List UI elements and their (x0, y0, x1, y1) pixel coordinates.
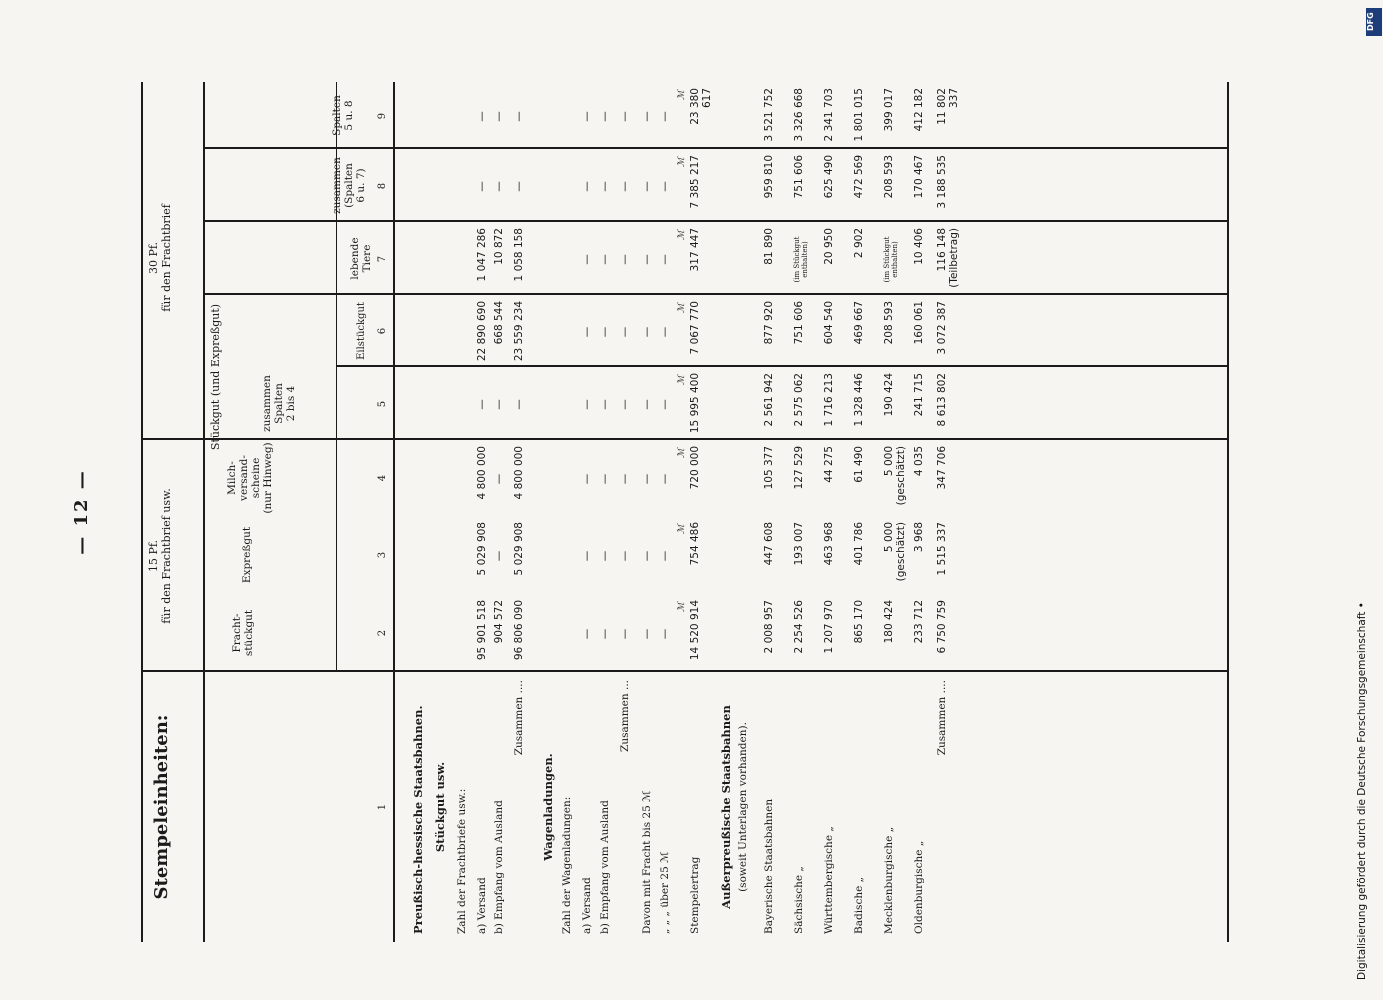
col-rule-1 (141, 671, 1228, 673)
table-cell: 15 995 400 (689, 373, 701, 434)
label-badische: Badische „ (853, 876, 865, 934)
header-col5: zusammen Spalten 2 bis 4 (261, 375, 297, 432)
table-cell: — (659, 399, 671, 410)
table-cell: — (599, 326, 611, 338)
table-cell: — (659, 111, 671, 122)
label-a-versand2: a) Versand (581, 877, 593, 934)
table-cell: 20 950 (823, 228, 835, 265)
table-cell: 399 017 (883, 88, 895, 132)
table-cell: 190 424 (883, 373, 895, 417)
label-zusammen: Zusammen .... (513, 680, 525, 756)
table-cell: 5 000 (geschätzt) (883, 522, 907, 582)
table-cell: — (659, 628, 671, 640)
table-cell: 469 667 (853, 301, 865, 345)
table-cell: 754 486 (689, 522, 701, 566)
label-davon: Davon mit Fracht bis 25 ℳ (641, 790, 653, 934)
table-cell: 2 575 062 (793, 373, 805, 427)
table-cell: 193 007 (793, 522, 805, 566)
table-cell: 625 490 (823, 155, 835, 199)
column-number: 9 (377, 112, 388, 120)
table-cell: — (599, 628, 611, 640)
table-cell: — (581, 181, 593, 192)
table-cell: — (476, 399, 488, 410)
table-cell: — (493, 111, 505, 122)
table-cell: 1 801 015 (853, 88, 865, 142)
table-cell: 412 182 (913, 88, 925, 132)
page-number: — 12 — (71, 469, 92, 555)
label-zusammen2: Zusammen ... (619, 680, 631, 752)
table-cell: — (641, 473, 653, 485)
table-cell: 865 170 (853, 600, 865, 644)
table-cell: — (493, 550, 505, 562)
table-cell: 3 521 752 (763, 88, 775, 142)
table-cell: 96 806 090 (513, 600, 525, 661)
table-cell: 3 326 668 (793, 88, 805, 142)
sub-wagenladungen: Wagenladungen. (541, 753, 555, 861)
table-cell: — (641, 399, 653, 410)
table-cell: 959 810 (763, 155, 775, 199)
table-cell: — (619, 181, 631, 192)
table-cell: 1 058 158 (513, 228, 525, 282)
table-cell: 5 029 908 (513, 522, 525, 576)
table-cell: 668 544 (493, 301, 505, 345)
table-cell: 2 341 703 (823, 88, 835, 142)
label-zahl-wagen: Zahl der Wagenladungen: (561, 796, 573, 934)
table-cell: 14 520 914 (689, 600, 701, 661)
table-cell: — (641, 181, 653, 192)
table-cell: — (581, 326, 593, 338)
section-preussisch: Preußisch-hessische Staatsbahnen. (411, 705, 425, 934)
table-cell: 877 920 (763, 301, 775, 345)
table-cell: — (619, 550, 631, 562)
table-cell: 116 148 (Teilbetrag) (936, 228, 960, 288)
col-rule-6 (336, 366, 1228, 368)
table-cell: 401 786 (853, 522, 865, 566)
table-cell: 160 061 (913, 301, 925, 345)
table-cell: — (599, 550, 611, 562)
label-zusammen3: Zusammen .... (936, 680, 948, 756)
table-cell: 10 872 (493, 228, 505, 265)
table-cell: 180 424 (883, 600, 895, 644)
column-number: 4 (377, 474, 388, 482)
table-cell: (im Stückgut enthalten) (883, 236, 899, 283)
column-number: 1 (377, 803, 388, 811)
table-cell: 2 561 942 (763, 373, 775, 427)
currency-mark: ℳ (677, 157, 687, 167)
col-rule-5 (141, 439, 1228, 441)
table-cell: — (513, 399, 525, 410)
table-cell: 1 047 286 (476, 228, 488, 282)
table-cell: — (513, 111, 525, 122)
column-number: 5 (377, 400, 388, 408)
table-cell: 61 490 (853, 446, 865, 483)
label-oldenburgische: Oldenburgische „ (913, 840, 925, 934)
header-col6: Eilstückgut (356, 302, 367, 360)
table-cell: 233 712 (913, 600, 925, 644)
table-cell: — (581, 399, 593, 410)
table-cell: 23 559 234 (513, 301, 525, 362)
table-cell: 1 515 337 (936, 522, 948, 576)
column-number: 3 (377, 551, 388, 559)
table-cell: — (513, 181, 525, 192)
table-cell: — (599, 254, 611, 265)
table-cell: 7 385 217 (689, 155, 701, 209)
header-col3: Expreßgut (241, 526, 253, 584)
table-cell: — (619, 254, 631, 265)
table-cell: 2 902 (853, 228, 865, 259)
table-cell: — (619, 473, 631, 485)
table-cell: 127 529 (793, 446, 805, 490)
label-b-empfang2: b) Empfang vom Ausland (599, 800, 611, 934)
table-cell: 23 380 617 (689, 88, 713, 125)
header-col7: lebende Tiere (349, 237, 373, 280)
table-cell: — (659, 550, 671, 562)
table-cell: — (493, 473, 505, 485)
column-number: 8 (377, 182, 388, 190)
table-cell: — (581, 473, 593, 485)
table-cell: — (476, 181, 488, 192)
table-cell: — (599, 181, 611, 192)
table-cell: — (581, 111, 593, 122)
table-cell: 7 067 770 (689, 301, 701, 355)
table-cell: 95 901 518 (476, 600, 488, 661)
table-title: Stempeleinheiten: (151, 714, 172, 900)
table-cell: 5 000 (geschätzt) (883, 446, 907, 506)
table-cell: — (619, 399, 631, 410)
table-cell: 5 029 908 (476, 522, 488, 576)
table-cell: — (581, 550, 593, 562)
table-cell: — (493, 181, 505, 192)
table-cell: 105 377 (763, 446, 775, 490)
top-rule (141, 82, 143, 942)
table-cell: 463 968 (823, 522, 835, 566)
table-cell: 904 572 (493, 600, 505, 644)
table-cell: — (599, 111, 611, 122)
table-cell: 3 968 (913, 522, 925, 553)
label-stempelertrag: Stempelertrag (689, 856, 701, 934)
section-ausserpreussisch: Außerpreußische Staatsbahnen (719, 705, 733, 909)
table-cell: — (641, 111, 653, 122)
table-cell: — (659, 326, 671, 338)
currency-mark: ℳ (677, 524, 687, 534)
table-cell: — (619, 326, 631, 338)
table-bottom-rule (1227, 82, 1229, 942)
table-cell: 720 000 (689, 446, 701, 490)
table-cell: — (476, 111, 488, 122)
column-number: 6 (377, 327, 388, 335)
table-cell: 208 593 (883, 301, 895, 345)
table-cell: 317 447 (689, 228, 701, 272)
label-saechsische: Sächsische „ (793, 866, 805, 934)
label-mecklenburgische: Mecklenburgische „ (883, 826, 895, 934)
label-bayerische: Bayerische Staatsbahnen (763, 798, 775, 934)
table-cell: 347 706 (936, 446, 948, 490)
label-ueber: „ „ „ über 25 ℳ (659, 851, 671, 934)
dfg-credit: Digitalisierung gefördert durch die Deutsche Forschungsgemeinschaft • (1356, 602, 1368, 980)
header-col2: Fracht- stückgut (231, 609, 255, 657)
table-cell: — (659, 181, 671, 192)
table-cell: — (641, 550, 653, 562)
table-cell: 604 540 (823, 301, 835, 345)
header-rule-1 (203, 82, 205, 942)
table-cell: — (659, 473, 671, 485)
table-cell: — (599, 399, 611, 410)
table-cell: 2 254 526 (793, 600, 805, 654)
currency-mark: ℳ (677, 303, 687, 313)
currency-mark: ℳ (677, 602, 687, 612)
table-cell: — (641, 628, 653, 640)
currency-mark: ℳ (677, 90, 687, 100)
table-cell: 8 613 802 (936, 373, 948, 427)
column-number: 2 (377, 629, 388, 637)
label-wuerttembergische: Württembergische „ (823, 826, 835, 934)
table-cell: 44 275 (823, 446, 835, 483)
label-b-empfang: b) Empfang vom Ausland (493, 800, 505, 934)
table-cell: 751 606 (793, 155, 805, 199)
table-cell: — (619, 111, 631, 122)
table-cell: — (493, 399, 505, 410)
table-cell: 11 802 337 (936, 88, 960, 125)
header-bottom-rule (393, 82, 395, 942)
table-cell: 2 008 957 (763, 600, 775, 654)
table-cell: 3 188 535 (936, 155, 948, 209)
table-cell: 1 328 446 (853, 373, 865, 427)
table-cell: — (641, 254, 653, 265)
currency-mark: ℳ (677, 448, 687, 458)
table-cell: 81 890 (763, 228, 775, 265)
table-cell: 22 890 690 (476, 301, 488, 362)
header-col8: zusammen (Spalten 6 u. 7) (331, 157, 367, 214)
table-cell: 241 715 (913, 373, 925, 417)
label-soweit: (soweit Unterlagen vorhanden). (737, 722, 749, 892)
table-cell: 447 608 (763, 522, 775, 566)
table-cell: 208 593 (883, 155, 895, 199)
table-cell: 4 800 000 (476, 446, 488, 500)
header-col4: Milch- versand- scheine (nur Hinweg) (226, 442, 274, 514)
sub-stueckgut: Stückgut usw. (433, 761, 447, 853)
table-cell: — (641, 326, 653, 338)
dfg-logo-icon: DFG (1366, 8, 1382, 36)
table-cell: 3 072 387 (936, 301, 948, 355)
currency-mark: ℳ (677, 375, 687, 385)
currency-mark: ℳ (677, 230, 687, 240)
table-cell: 6 750 759 (936, 600, 948, 654)
table-cell: 472 569 (853, 155, 865, 199)
table-cell: — (581, 254, 593, 265)
table-cell: 4 035 (913, 446, 925, 477)
table-cell: (im Stückgut enthalten) (793, 236, 809, 283)
table-cell: 751 606 (793, 301, 805, 345)
table-cell: 4 800 000 (513, 446, 525, 500)
table-cell: 170 467 (913, 155, 925, 199)
label-zahl-fracht: Zahl der Frachtbriefe usw.: (456, 788, 468, 934)
header-col9: Spalten 5 u. 8 (331, 95, 355, 136)
header-15pf: 15 Pf. für den Frachtbrief usw. (147, 488, 173, 624)
column-number: 7 (377, 255, 388, 263)
table-cell: — (581, 628, 593, 640)
table-cell: 1 716 213 (823, 373, 835, 427)
table-cell: 1 207 970 (823, 600, 835, 654)
table-cell: — (599, 473, 611, 485)
table-sheet (71, 82, 1241, 942)
label-a-versand: a) Versand (476, 877, 488, 934)
header-stueckgut: Stückgut (und Expreßgut) (209, 303, 222, 451)
header-30pf: 30 Pf. für den Frachtbrief (147, 204, 173, 312)
table-cell: — (659, 254, 671, 265)
table-cell: — (619, 628, 631, 640)
table-cell: 10 406 (913, 228, 925, 265)
